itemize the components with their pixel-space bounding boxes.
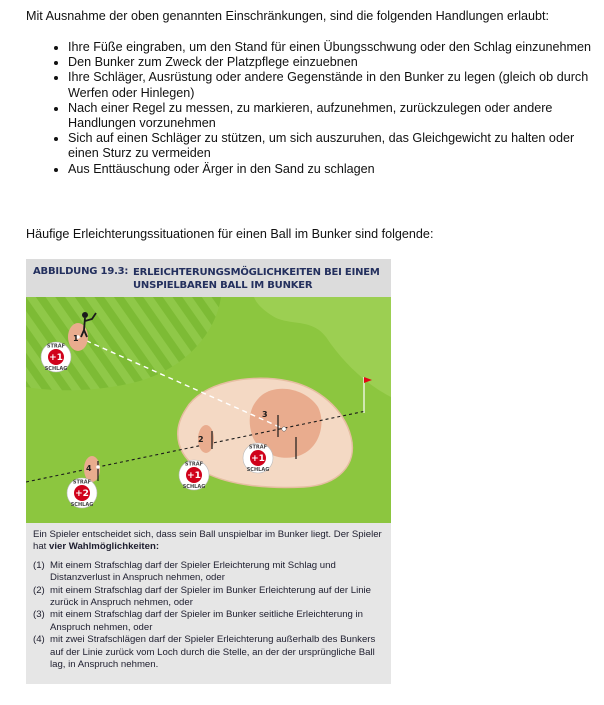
list-item: • Ihre Schläger, Ausrüstung oder andere Gegenstände in den Bunker zu legen (gleich ob durch Werfen oder Hinlegen) [68, 70, 604, 100]
option-text: mit einem Strafschlag darf der Spieler im Bunker Erleichterung auf der Linie zurück in Anspruch nehmen, oder [50, 584, 372, 609]
penalty-stamp-3 [243, 443, 273, 473]
option-item [33, 634, 385, 671]
option-item [33, 609, 385, 634]
penalty-stamp-4 [67, 478, 97, 508]
ball-in-bunker-icon [282, 427, 286, 431]
option-number: (3) [33, 609, 45, 621]
list-item: • Den Bunker zum Zweck der Platzpflege einzuebnen [68, 55, 604, 70]
intro-text: Mit Ausnahme der oben genannten Einschränkungen, sind die folgenden Handlungen erlaubt: [26, 9, 550, 23]
option-text: mit zwei Strafschlägen darf der Spieler Erleichterung außerhalb des Bunkers auf der Linie zurück vom Loch durch die Stelle, an der der ursprüngliche Ball lag, in Anspruch nehmen. [50, 634, 376, 671]
list-item: • Ihre Füße eingraben, um den Stand für einen Übungsschwung oder den Schlag einzunehmen [68, 40, 604, 55]
allowed-actions-list [44, 40, 604, 177]
option-number: (4) [33, 634, 45, 646]
figure-number: ABBILDUNG 19.3: [33, 266, 129, 277]
bunker-illustration [26, 297, 391, 523]
ball-icon [96, 465, 100, 469]
option-item [33, 585, 385, 610]
list-item: • Aus Enttäuschung oder Ärger in den Sand zu schlagen [68, 162, 604, 177]
penalty-stamp-2 [179, 460, 209, 490]
caption-intro-text: Ein Spieler entscheidet sich, dass sein Ball unspielbar im Bunker liegt. Der Spieler hat [33, 529, 382, 553]
figure-19-3 [26, 259, 391, 684]
svg-text:STRAF: STRAF [248, 444, 268, 451]
svg-text:SCHLAG: SCHLAG [44, 366, 68, 372]
option-text: mit einem Strafschlag darf der Spieler im Bunker seitliche Erleichterung in Anspruch nehmen, oder [50, 609, 364, 633]
svg-text:STRAF: STRAF [46, 343, 66, 350]
lead-text: Häufige Erleichterungssituationen für einen Ball im Bunker sind folgende: [26, 227, 434, 241]
caption-intro [33, 529, 385, 554]
figure-title: ERLEICHTERUNGSMÖGLICHKEITEN BEI EINEM UNSPIELBAREN BALL IM BUNKER [133, 267, 380, 291]
svg-text:SCHLAG: SCHLAG [182, 484, 206, 490]
figure-header [26, 259, 391, 297]
caption-bold-text: vier Wahlmöglichkeiten: [49, 541, 160, 553]
figure-caption [33, 529, 385, 671]
marker-1: 1 [73, 334, 79, 343]
list-item: • Sich auf einen Schläger zu stützen, um sich auszuruhen, das Gleichgewicht zu halten oder einen Sturz zu vermeiden [68, 131, 604, 161]
svg-text:STRAF: STRAF [184, 461, 204, 468]
marker-2: 2 [198, 435, 204, 444]
option-item [33, 560, 385, 585]
list-item: • Nach einer Regel zu messen, zu markieren, aufzunehmen, zurückzulegen oder andere Handlungen vorzunehmen [68, 101, 604, 131]
option-number: (1) [33, 559, 45, 571]
svg-text:SCHLAG: SCHLAG [246, 467, 270, 473]
option-number: (2) [33, 584, 45, 596]
svg-text:+1: +1 [251, 454, 265, 464]
svg-text:+2: +2 [75, 489, 89, 499]
svg-text:+1: +1 [187, 471, 201, 481]
option-text: Mit einem Strafschlag darf der Spieler Erleichterung mit Schlag und Distanzverlust in Anspruch nehmen, oder [50, 559, 336, 584]
marker-4: 4 [86, 464, 92, 473]
marker-3: 3 [262, 410, 268, 419]
penalty-stamp-1 [41, 342, 71, 372]
svg-text:STRAF: STRAF [72, 479, 92, 486]
svg-text:+1: +1 [49, 353, 63, 363]
svg-text:SCHLAG: SCHLAG [70, 502, 94, 508]
